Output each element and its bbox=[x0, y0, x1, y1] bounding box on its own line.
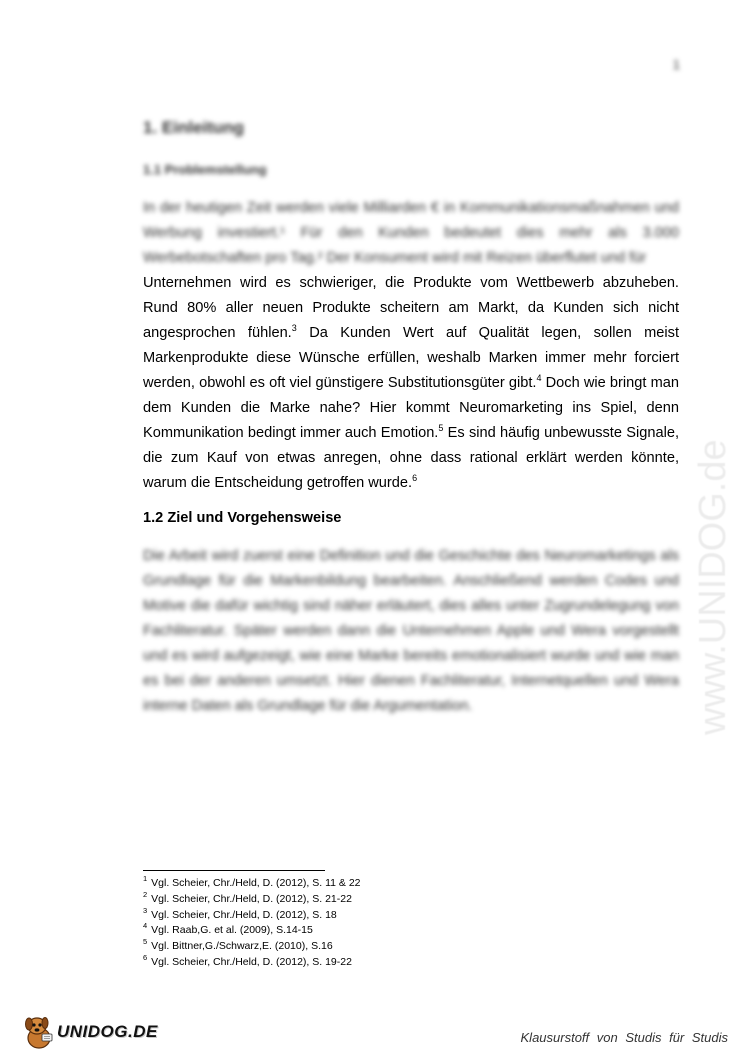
footnote-number: 2 bbox=[143, 889, 148, 899]
paragraph-segment: Da Kunden Wert auf Qualität legen, sollen meist Markenprodukte diese Wünsche erfüllen, weshalb Marken immer mehr forciert werden, obwohl es oft viel günstigere Substitutionsgüter gibt. bbox=[143, 325, 680, 391]
footnote-ref[interactable]: 6 bbox=[412, 473, 418, 483]
footnote-number: 4 bbox=[143, 921, 148, 931]
footnote-divider bbox=[143, 870, 325, 871]
chapter-heading: 1. Einleitung bbox=[143, 118, 245, 137]
section-heading-problem: 1.1 Problemstellung bbox=[143, 162, 267, 177]
footnote-number: 3 bbox=[143, 905, 148, 915]
footnote-ref[interactable]: 5 bbox=[438, 423, 444, 433]
paragraph-segment: Es sind häufig unbewusste Signale, die zum Kauf von etwas anregen, ohne dass rational erklärt werden könnte, warum die Entscheidung getroffen wurde. bbox=[143, 425, 679, 491]
footnote-item bbox=[143, 923, 361, 939]
footnote-item bbox=[143, 876, 361, 892]
paragraph-problem-visible bbox=[143, 271, 679, 496]
footnote-text: Vgl. Scheier, Chr./Held, D. (2012), S. 18 bbox=[151, 908, 337, 921]
footnote-list bbox=[143, 876, 361, 971]
footnote-item bbox=[143, 939, 361, 955]
footnote-ref[interactable]: 4 bbox=[536, 373, 542, 383]
section-heading-goals: 1.2 Ziel und Vorgehensweise bbox=[143, 510, 342, 526]
footnote-number: 5 bbox=[143, 937, 148, 947]
footnote-number: 6 bbox=[143, 952, 148, 962]
footnote-item bbox=[143, 905, 361, 924]
footnote-ref[interactable]: 3 bbox=[291, 323, 297, 333]
footnote-text: Vgl. Scheier, Chr./Held, D. (2012), S. 19-22 bbox=[151, 955, 352, 968]
page-number: 1 bbox=[672, 57, 680, 72]
watermark-text: www.UNIDOG.de bbox=[692, 439, 734, 735]
dog-mascot-icon bbox=[22, 1014, 56, 1050]
blurred-paragraph-goals: Die Arbeit wird zuerst eine Definition und die Geschichte des Neuromarketings als Grundlage für die Markenbildung bearbeiten. Anschließend werden Codes und Motive die dafür wichtig sind näher erläutert, dies alles unter Zugrundelegung von Fachliteratur. Später werden dann die Unternehmen Apple und Wera vorgestellt und es wird aufgezeigt, wie eine Marke bereits emotionalisiert wurde und wie man es bei der anderen umsetzt. Hier dienen Fachliteratur, Internetquellen und Wera interne Daten als Grundlage für die Argumentation. bbox=[143, 548, 679, 714]
footnote-text: Vgl. Scheier, Chr./Held, D. (2012), S. 21-22 bbox=[151, 892, 352, 905]
footnote-text: Vgl. Bittner,G./Schwarz,E. (2010), S.16 bbox=[151, 940, 333, 953]
footnote-item bbox=[143, 889, 361, 908]
blurred-paragraph-intro: In der heutigen Zeit werden viele Milliarden € in Kommunikationsmaßnahmen und Werbung investiert.¹ Für den Kunden bedeutet dies mehr als 3.000 Werbebotschaften pro Tag.² Der Konsument wird mit Reizen überflutet und für bbox=[143, 200, 679, 266]
footnote-number: 1 bbox=[143, 874, 148, 883]
footer-tagline: Klausurstoff von Studis für Studis bbox=[520, 1030, 728, 1045]
paragraph-segment: Doch wie bringt man dem Kunden die Marke nahe? Hier kommt Neuromarketing ins Spiel, denn Kommunikation bedingt immer auch Emotion. bbox=[143, 375, 679, 441]
paragraph-segment: Unternehmen wird es schwieriger, die Produkte vom Wettbewerb abzuheben. Rund 80% aller neuen Produkte scheitern am Markt, da Kunden sich nicht angesprochen fühlen. bbox=[143, 275, 679, 341]
footnote-item bbox=[143, 952, 361, 971]
footnote-text: Vgl. Raab,G. et al. (2009), S.14-15 bbox=[151, 924, 313, 937]
unidog-logo[interactable] bbox=[22, 1014, 158, 1050]
footnote-text: Vgl. Scheier, Chr./Held, D. (2012), S. 11 & 22 bbox=[151, 877, 361, 889]
logo-text: UNIDOG.DE bbox=[57, 1022, 158, 1041]
